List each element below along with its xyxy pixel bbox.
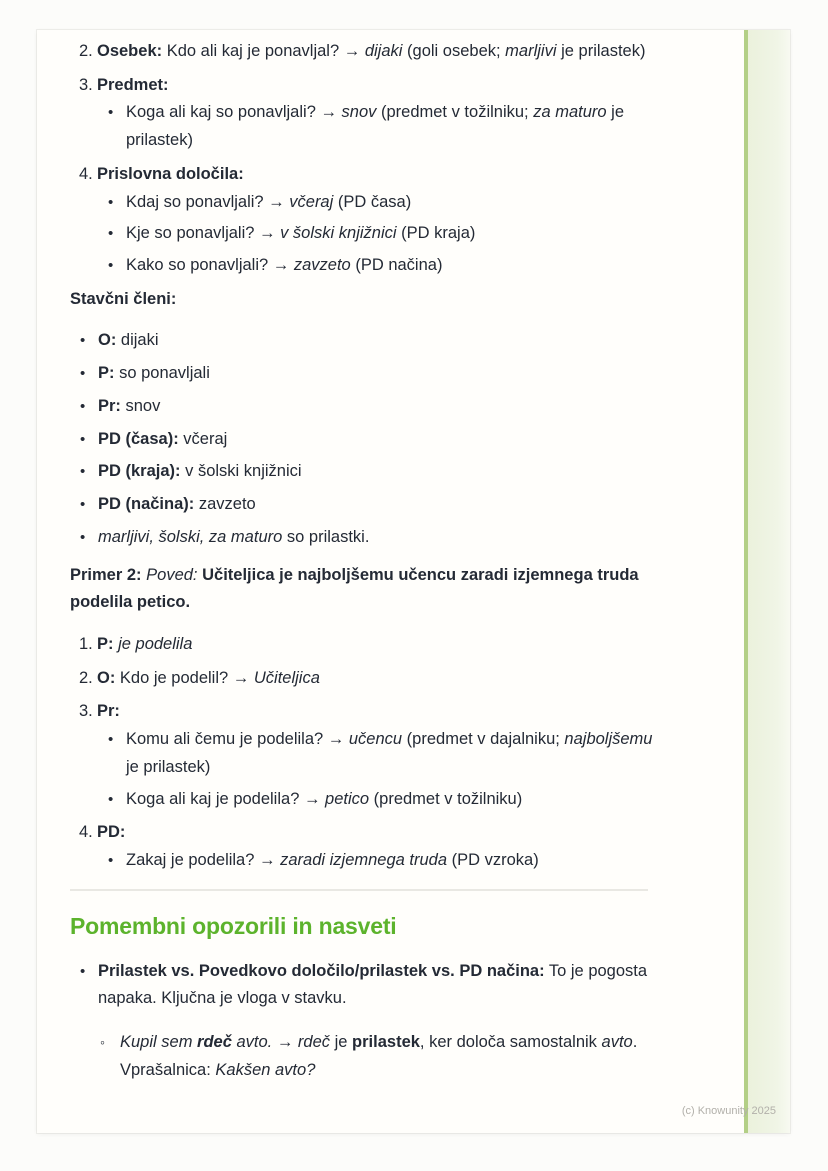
paragraph-stavcni-cleni-title: Stavčni členi: bbox=[70, 289, 177, 308]
nested-item-text: Kako so ponavljali? → zavzeto (PD načina) bbox=[126, 256, 443, 275]
text-line: Koga ali kaj so ponavljali? → snov (predmet v tožilniku; za maturo je bbox=[126, 103, 625, 122]
list-number: 2. bbox=[79, 668, 93, 687]
nested-list-item bbox=[70, 786, 650, 814]
bullet-item-pd-nacina bbox=[70, 491, 650, 519]
nested-list-item bbox=[70, 220, 650, 248]
nested-item-text: Kje so ponavljali? → v šolski knjižnici (PD kraja) bbox=[126, 224, 476, 243]
text-line: Prilastek vs. Povedkovo določilo/prilastek vs. PD načina: To je pogosta bbox=[98, 961, 648, 980]
bullet-item-text: PD (načina): zavzeto bbox=[98, 495, 256, 514]
nested-item-text bbox=[120, 1029, 637, 1084]
list-item-text: Predmet: bbox=[97, 75, 169, 94]
list-number: 4. bbox=[79, 164, 93, 183]
nested-list-item bbox=[70, 726, 653, 781]
text-line: Komu ali čemu je podelila? → učencu (predmet v dajalniku; najboljšemu bbox=[126, 730, 653, 749]
bullet-icon: • bbox=[108, 193, 114, 211]
ordered-item-osebek bbox=[70, 38, 650, 66]
nested-list-item bbox=[70, 189, 650, 217]
bullet-item-prilastki bbox=[70, 524, 650, 552]
bullet-icon: • bbox=[108, 731, 114, 749]
text-line: Kupil sem rdeč avto. → rdeč je prilastek, ker določa samostalnik avto. bbox=[120, 1033, 638, 1052]
bullet-item-text: P: so ponavljali bbox=[98, 364, 210, 383]
document-content bbox=[70, 38, 653, 1085]
bullet-item-text: marljivi, šolski, za maturo so prilastki. bbox=[98, 527, 370, 546]
nested-list-item bbox=[70, 99, 650, 154]
nested-item-text: Zakaj je podelila? → zaradi izjemnega truda (PD vzroka) bbox=[126, 850, 539, 869]
bullet-item-p bbox=[70, 360, 650, 388]
bullet-icon: • bbox=[108, 790, 114, 808]
bullet-icon: • bbox=[108, 104, 114, 122]
section-divider bbox=[70, 889, 648, 891]
bullet-item-o bbox=[70, 327, 650, 355]
text-line: prilastek) bbox=[126, 131, 193, 150]
list-number: 2. bbox=[79, 42, 93, 60]
bullet-icon: • bbox=[80, 962, 86, 980]
nested-list-item bbox=[70, 847, 650, 875]
nested-circle-item bbox=[70, 1029, 650, 1084]
bullet-item-pd-kraja bbox=[70, 458, 650, 486]
text-line: Primer 2: Poved: Učiteljica je najboljšemu učencu zaradi izjemnega truda bbox=[70, 565, 639, 584]
bullet-item-text: Pr: snov bbox=[98, 396, 161, 415]
nested-item-text: Koga ali kaj je podelila? → petico (predmet v tožilniku) bbox=[126, 789, 523, 808]
ordered-item-pr bbox=[70, 698, 653, 813]
list-item-text: O: Kdo je podelil? → Učiteljica bbox=[97, 668, 320, 687]
ordered-item-predmet bbox=[70, 72, 650, 155]
bullet-item-pd-casa bbox=[70, 426, 650, 454]
paragraph-primer-2 bbox=[70, 562, 650, 617]
text-line: je prilastek) bbox=[126, 757, 211, 776]
bullet-item-prilastek-vs bbox=[70, 958, 650, 1013]
list-number: 3. bbox=[79, 702, 93, 721]
ordered-item-o bbox=[70, 665, 650, 693]
ordered-item-pd bbox=[70, 819, 650, 874]
bullet-icon: • bbox=[108, 257, 114, 275]
bullet-item-pr bbox=[70, 393, 650, 421]
bullet-icon: • bbox=[108, 851, 114, 869]
bullet-icon: • bbox=[108, 225, 114, 243]
nested-list-item bbox=[70, 252, 650, 280]
list-item-text: Osebek: Kdo ali kaj je ponavljal? → dijaki (goli osebek; marljivi je prilastek) bbox=[97, 42, 646, 60]
bullet-icon: • bbox=[80, 397, 86, 415]
bullet-item-text bbox=[98, 958, 647, 1013]
nested-item-text bbox=[126, 99, 624, 154]
text-line: napaka. Ključna je vloga v stavku. bbox=[98, 989, 347, 1008]
bullet-icon: • bbox=[80, 528, 86, 546]
list-item-text: PD: bbox=[97, 823, 126, 842]
watermark: (c) Knowunity 2025 bbox=[681, 1105, 776, 1117]
ordered-item-prislovna-dolocila bbox=[70, 161, 650, 280]
bullet-item-text: O: dijaki bbox=[98, 331, 159, 350]
page-right-accent-strip bbox=[744, 30, 790, 1133]
list-item-text: P: je podelila bbox=[97, 634, 193, 653]
circle-bullet-icon: ◦ bbox=[100, 1034, 105, 1051]
list-number: 4. bbox=[79, 823, 93, 842]
bullet-icon: • bbox=[80, 430, 86, 448]
bullet-icon: • bbox=[80, 332, 86, 350]
section-heading: Pomembni opozorili in nasveti bbox=[70, 912, 397, 939]
list-number: 1. bbox=[79, 634, 93, 653]
nested-item-text bbox=[126, 726, 652, 781]
text-line: podelila petico. bbox=[70, 593, 191, 612]
bullet-icon: • bbox=[80, 463, 86, 481]
bullet-icon: • bbox=[80, 365, 86, 383]
list-item-text: Pr: bbox=[97, 702, 120, 721]
bullet-item-text: PD (kraja): v šolski knjižnici bbox=[98, 462, 302, 481]
ordered-item-p bbox=[70, 631, 650, 659]
nested-item-text: Kdaj so ponavljali? → včeraj (PD časa) bbox=[126, 192, 412, 211]
list-number: 3. bbox=[79, 75, 93, 94]
text-line: Vprašalnica: Kakšen avto? bbox=[120, 1060, 316, 1079]
bullet-item-text: PD (časa): včeraj bbox=[98, 429, 228, 448]
bullet-icon: • bbox=[80, 496, 86, 514]
list-item-text: Prislovna določila: bbox=[97, 164, 244, 183]
document-page bbox=[37, 30, 790, 1133]
